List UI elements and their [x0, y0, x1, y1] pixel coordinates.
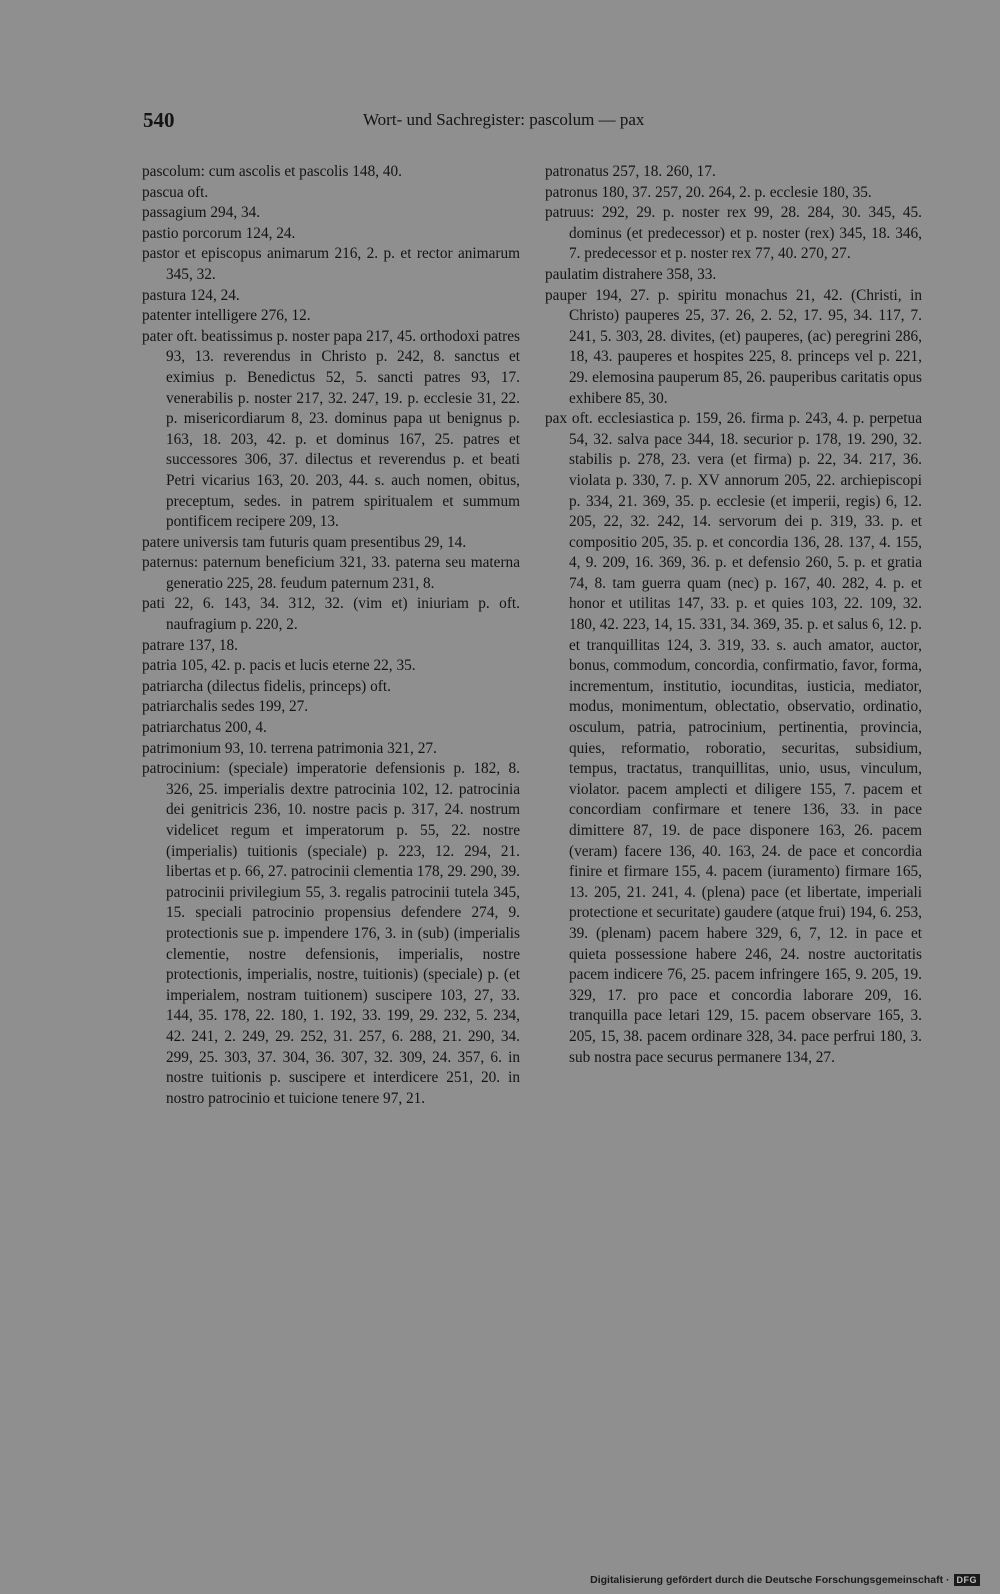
index-entry: pastura 124, 24. — [142, 286, 240, 304]
index-entry: patrocinium: (speciale) imperatorie defensionis p. 182, 8. 326, 25. imperialis dextre patrocinia 102, 12. patrocinia dei genitricis 236, 10. nostre pacis p. 317, 24. nostrum videlicet regum et imperatorum p. 55, 22. nostre (imperialis) tuitionis (speciale) p. 223, 12. 294, 21. libertas et p. 66, 27. patrocinii clementia 178, 29. 290, 39. patrocinii privilegium 55, 3. regalis patrocinii tutela 345, 15. speciali patrocinio propensius defendere 274, 9. protectionis sue p. impendere 176, 3. in (sub) (imperialis clementie, nostre defensionis, imperialis, nostre protectionis, imperialis, nostre, tuitionis) (speciale) p. (et imperialem, nostram tuitionem) suscipere 103, 27, 33. 144, 35. 178, 22. 180, 1. 192, 33. 199, 29. 232, 5. 234, 42. 241, 2. 249, 29. 252, 31. 257, 6. 288, 21. 290, 34. 299, 25. 303, 37. 304, 36. 307, 32. 309, 24. 357, 6. in nostre tuitionis p. suscipere et interdicere 251, 20. in nostro patrocinio et tuicione tenere 97, 21. — [142, 760, 520, 1107]
index-entry: pater oft. beatissimus p. noster papa 217, 45. orthodoxi patres 93, 13. reverendus in Christo p. 242, 8. sanctus et eximius p. Benedictus 52, 5. sancti patres 93, 17. venerabilis p. noster 217, 32. 247, 19. p. ecclesie 31, 22. p. misericordiarum 8, 23. dominus papa ut benignus p. 163, 18. 203, 42. p. et dominus 167, 25. patres et successores 306, 37. dilectus et reverendus p. et beati Petri vicarius 163, 20. 203, 44. s. auch nomen, obitus, preceptum, sedes. in patrem spiritualem et summum pontificem recipere 209, 13. — [142, 327, 520, 531]
index-entry: patenter intelligere 276, 12. — [142, 307, 311, 325]
index-entry: patriarchalis sedes 199, 27. — [142, 698, 309, 716]
footer-credit — [590, 1574, 980, 1586]
index-entry: pati 22, 6. 143, 34. 312, 32. (vim et) iniuriam p. oft. naufragium p. 220, 2. — [142, 595, 520, 634]
index-entry: paulatim distrahere 358, 33. — [545, 265, 717, 283]
index-entry: pastio porcorum 124, 24. — [142, 224, 296, 242]
index-entry: patriarcha (dilectus fidelis, princeps) oft. — [142, 677, 391, 695]
index-entry: patronatus 257, 18. 260, 17. — [545, 163, 716, 180]
index-entry: pax oft. ecclesiastica p. 159, 26. firma p. 243, 4. p. perpetua 54, 32. salva pace 344, 18. securior p. 178, 19. 290, 32. stabilis p. 278, 23. vera (et firma) p. 22, 34. 217, 36. violata p. 330, 7. p. XV annorum 205, 22. archiepiscopi p. 334, 21. 369, 35. p. ecclesie (et imperii, regis) 6, 12. 205, 22, 32. 242, 14. servorum dei p. 319, 33. p. et compositio 205, 35. p. et concordia 136, 28. 137, 4. 155, 4, 9. 209, 16. 369, 36. p. et defensio 260, 5. p. et gratia 74, 8. tam guerra quam (nec) p. 167, 40. 282, 4. p. et honor et utilitas 147, 33. p. et quies 103, 22. 109, 32. 180, 42. 223, 14, 15. 331, 34. 369, 35. p. et salus 6, 12. p. et tranquillitas 124, 3. 319, 33. s. auch amator, auctor, bonus, commodum, concordia, confirmatio, favor, forma, incrementum, institutio, iocunditas, iusticia, mediator, modus, monimentum, oblectatio, observatio, ordinatio, osculum, patria, patrocinium, pertinentia, provincia, quies, reformatio, roboratio, securitas, subsidium, tempus, tractatus, tranquillitas, unio, usus, vinculum, violator. pacem amplecti et diligere 155, 7. pacem et concordiam confirmare et tenere 136, 33. in pace dimittere 87, 19. de pace disponere 163, 26. pacem (veram) facere 136, 40. 163, 24. de pace et concordia finire et firmare 155, 4. pacem (iuramento) firmare 165, 13. 205, 21. 241, 4. (plena) pace (et libertate, imperiali protectione et securitate) gaudere (atque frui) 194, 6. 253, 39. (plenam) pacem habere 329, 6, 7, 12. in pace et quieta possessione habere 246, 24. nostre auctoritatis pacem indicere 76, 25. pacem infringere 165, 9. 205, 19. 329, 17. pro pace et concordia laborare 209, 16. tranquilla pace letari 129, 15. pacem observare 165, 3. 205, 15, 38. pacem ordinare 328, 34. pace perfrui 180, 3. sub nostra pace securus permanere 134, 27. — [545, 410, 922, 1066]
index-entry: passagium 294, 34. — [142, 204, 261, 222]
index-entry: patria 105, 42. p. pacis et lucis eterne 22, 35. — [142, 657, 416, 675]
index-entry: pascua oft. — [142, 183, 209, 201]
index-entry: patruus: 292, 29. p. noster rex 99, 28. 284, 30. 345, 45. dominus (et predecessor) et p. noster (rex) 345, 18. 346, 7. predecessor et p. noster rex 77, 40. 270, 27. — [545, 204, 922, 263]
index-entry: paternus: paternum beneficium 321, 33. paterna seu materna generatio 225, 28. feudum paternum 231, 8. — [142, 554, 520, 592]
index-entry: patrare 137, 18. — [142, 636, 238, 654]
page-header — [143, 108, 913, 138]
footer-text: Digitalisierung gefördert durch die Deutsche Forschungsgemeinschaft · — [590, 1574, 950, 1586]
dfg-logo: DFG — [954, 1574, 981, 1586]
index-entry: pastor et episcopus animarum 216, 2. p. et rector animarum 345, 32. — [142, 245, 520, 283]
right-column — [545, 162, 922, 1068]
index-entry: patronus 180, 37. 257, 20. 264, 2. p. ecclesie 180, 35. — [545, 183, 872, 201]
page-number: 540 — [143, 108, 175, 132]
index-entry: patrimonium 93, 10. terrena patrimonia 321, 27. — [142, 739, 437, 757]
index-entry: patere universis tam futuris quam presentibus 29, 14. — [142, 533, 467, 551]
index-entry: patriarchatus 200, 4. — [142, 719, 267, 737]
left-column — [142, 162, 520, 1109]
index-entry: pascolum: cum ascolis et pascolis 148, 40. — [142, 163, 403, 180]
index-entry: pauper 194, 27. p. spiritu monachus 21, 42. (Christi, in Christo) pauperes 25, 37. 26, 2. 52, 17. 95, 34. 117, 7. 241, 5. 303, 28. divites, (et) pauperes, (ac) peregrini 286, 18, 43. pauperes et hospites 225, 8. princeps vel p. 221, 29. elemosina pauperum 85, 26. pauperibus caritatis opus exhibere 85, 30. — [545, 286, 922, 407]
running-head: Wort- und Sachregister: pascolum — pax — [363, 110, 645, 129]
